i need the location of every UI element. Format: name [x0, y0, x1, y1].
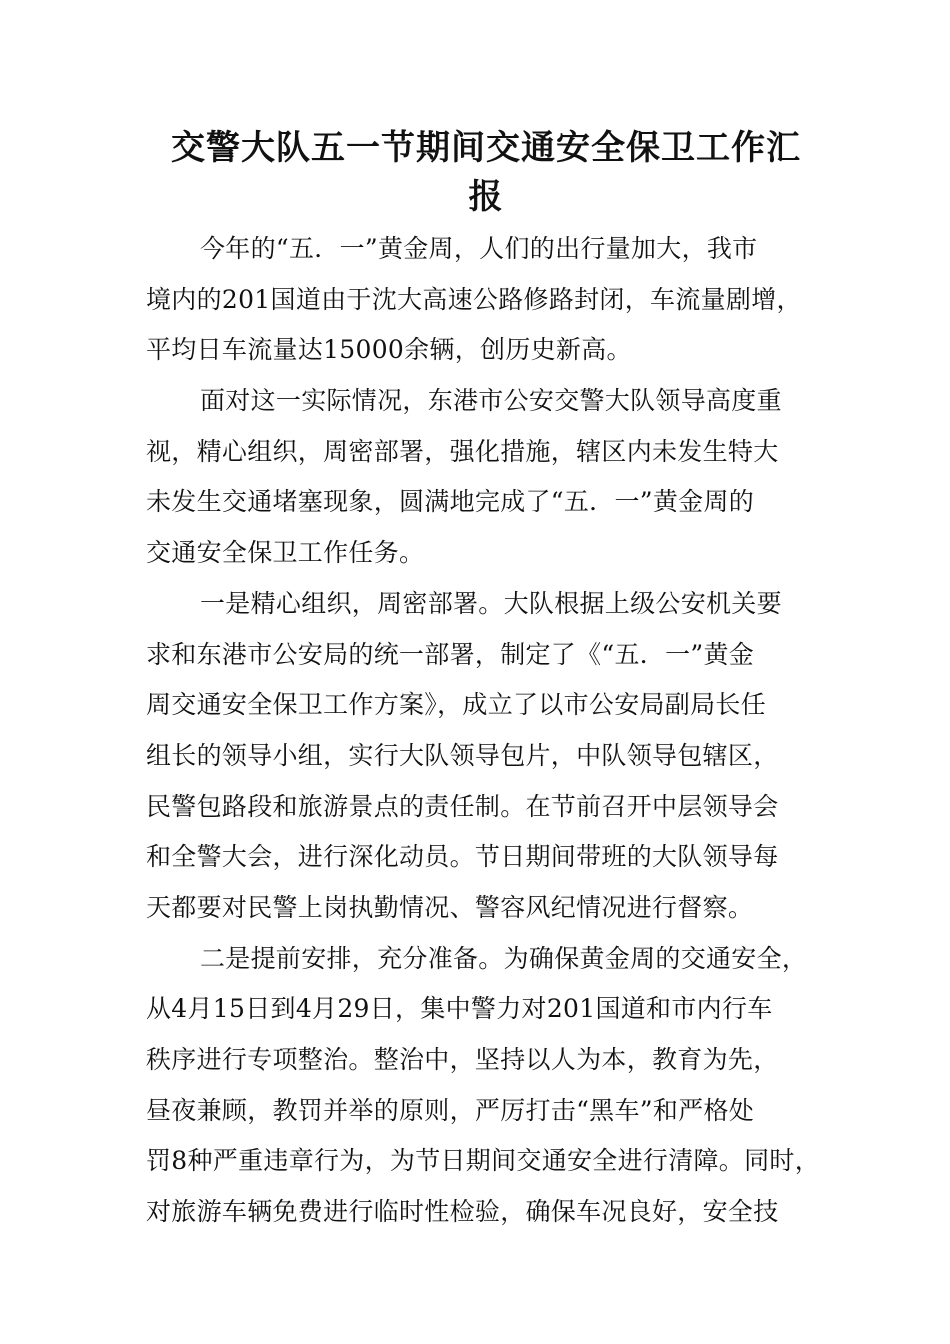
paragraph-line: 交通安全保卫工作任务。 [146, 538, 425, 568]
paragraph-line: 从4月15日到4月29日，集中警力对201国道和市内行车 [146, 994, 773, 1024]
document-body [146, 224, 826, 1238]
paragraph-line: 境内的201国道由于沈大高速公路修路封闭，车流量剧增， [146, 284, 802, 314]
paragraph-response [146, 376, 826, 579]
paragraph-line: 秩序进行专项整治。整治中，坚持以人为本，教育为先， [146, 1045, 779, 1074]
paragraph-line: 民警包路段和旅游景点的责任制。在节前召开中层领导会 [146, 791, 779, 821]
title-line-2: 报 [468, 177, 504, 217]
paragraph-line: 昼夜兼顾，教罚并举的原则，严厉打击“黑车”和严格处 [146, 1095, 755, 1125]
title-line-1: 交警大队五一节期间交通安全保卫工作汇 [171, 128, 801, 168]
paragraph-preparation [146, 934, 826, 1238]
paragraph-line: 组长的领导小组，实行大队领导包片，中队领导包辖区， [146, 740, 779, 770]
paragraph-line: 平均日车流量达15000余辆，创历史新高。 [146, 335, 632, 365]
paragraph-line: 视，精心组织，周密部署，强化措施，辖区内未发生特大 [146, 436, 779, 466]
paragraph-line: 周交通安全保卫工作方案》，成立了以市公安局副局长任 [146, 690, 767, 720]
paragraph-organization [146, 579, 826, 934]
paragraph-line: 面对这一实际情况，东港市公安交警大队领导高度重 [200, 386, 782, 416]
document-title [146, 124, 826, 222]
paragraph-line: 和全警大会，进行深化动员。节日期间带班的大队领导每 [146, 842, 779, 872]
paragraph-line: 罚8种严重违章行为，为节日期间交通安全进行清障。同时， [146, 1146, 821, 1176]
paragraph-line: 对旅游车辆免费进行临时性检验，确保车况良好，安全技 [146, 1197, 779, 1227]
paragraph-line: 未发生交通堵塞现象，圆满地完成了“五．一”黄金周的 [146, 487, 755, 517]
paragraph-line: 求和东港市公安局的统一部署，制定了《“五．一”黄金 [146, 639, 755, 669]
document-page [146, 124, 826, 1238]
paragraph-line: 一是精心组织，周密部署。大队根据上级公安机关要 [200, 588, 782, 618]
paragraph-line: 天都要对民警上岗执勤情况、警容风纪情况进行督察。 [146, 892, 754, 922]
paragraph-line: 今年的“五．一”黄金周，人们的出行量加大，我市 [200, 234, 758, 263]
paragraph-holiday-traffic [146, 224, 826, 376]
paragraph-line: 二是提前安排，充分准备。为确保黄金周的交通安全， [200, 943, 808, 973]
